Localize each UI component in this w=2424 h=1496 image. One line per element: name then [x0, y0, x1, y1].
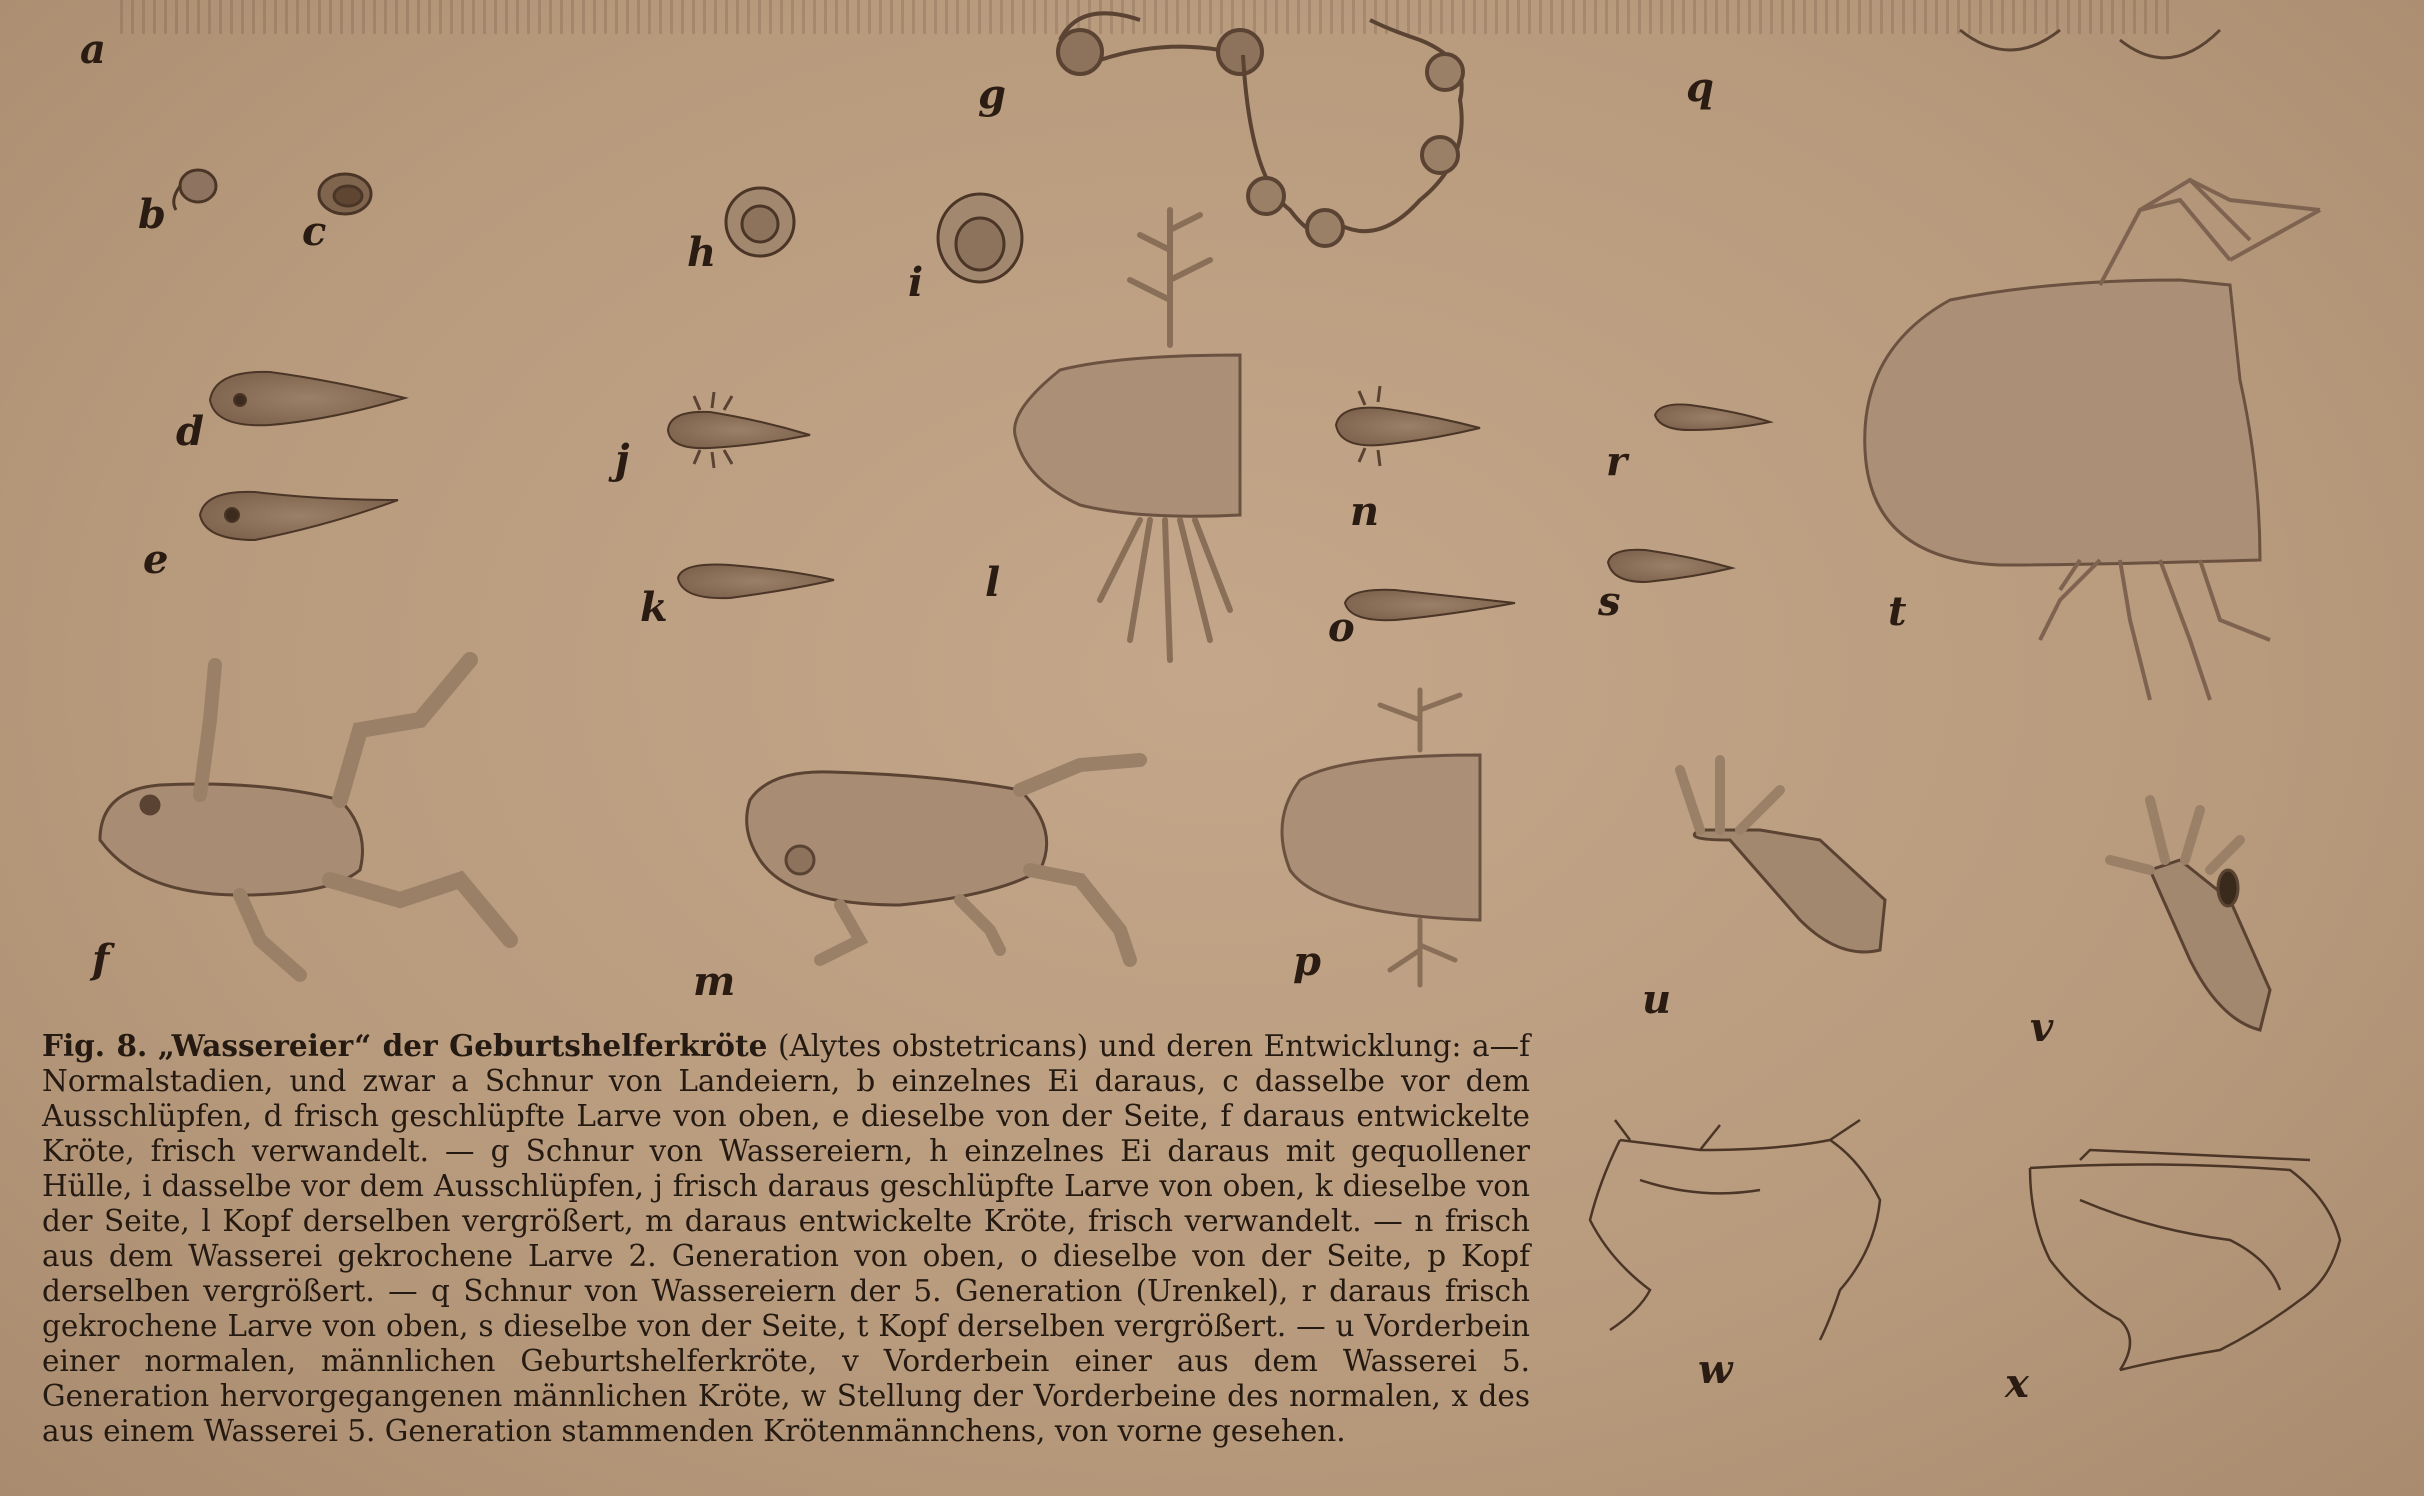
sketch-w [1590, 1120, 1880, 1340]
larva-d [210, 372, 405, 425]
label-g: g [978, 71, 1006, 118]
larva-n [1336, 386, 1480, 466]
egg-h [726, 188, 794, 256]
label-t: t [1888, 588, 1907, 635]
egg-string-g [1243, 20, 1463, 246]
label-a: a [80, 26, 106, 73]
label-o: o [1328, 604, 1355, 651]
larva-e [200, 492, 398, 540]
label-b: b [138, 191, 166, 238]
larva-k [678, 565, 834, 599]
larva-j [668, 392, 810, 468]
label-m: m [693, 958, 736, 1005]
label-e: e [143, 536, 169, 583]
larva-o [1345, 590, 1515, 620]
egg-b [174, 170, 216, 210]
toad-f [100, 660, 510, 975]
label-n: n [1350, 488, 1380, 535]
label-r: r [1606, 438, 1628, 485]
label-f: f [92, 936, 110, 983]
toad-m [747, 760, 1140, 960]
foreleg-u [1680, 760, 1885, 952]
label-i: i [908, 259, 924, 306]
egg-c [319, 174, 371, 214]
label-l: l [985, 559, 1001, 606]
egg-string-a [1058, 13, 1262, 74]
sketch-x [2030, 1150, 2340, 1370]
label-x: x [2005, 1360, 2029, 1407]
label-c: c [302, 208, 327, 255]
caption-title: „Wassereier“ der Geburtshelferkröte [157, 1028, 768, 1063]
label-h: h [687, 229, 717, 276]
label-j: j [615, 436, 630, 483]
caption-fig-number: Fig. 8. [42, 1028, 148, 1063]
egg-string-q [1960, 30, 2220, 58]
label-k: k [640, 584, 668, 631]
foreleg-v [2110, 800, 2270, 1030]
egg-i [938, 194, 1022, 282]
label-s: s [1598, 578, 1621, 625]
label-v: v [2030, 1004, 2054, 1051]
caption-text: (Alytes obstetricans) und deren Entwicklung: a—f Normalstadien, und zwar a Schnur von Landeiern, b einzelnes Ei daraus, c dasselbe vor dem Ausschlüpfen, d frisch geschlüpfte Larve von oben, e dieselbe von der Seite, f daraus entwickelte Kröte, frisch verwandelt. — g Schnur von Wassereiern, h einzelnes Ei daraus mit gequollener Hülle, i dasselbe vor dem Ausschlüpfen, j frisch daraus geschlüpfte Larve von oben, k dieselbe von der Seite, l Kopf derselben vergrößert, m daraus entwickelte Kröte, frisch verwandelt. — n frisch aus dem Wasserei gekrochene Larve 2. Generation von oben, o dieselbe von der Seite, p Kopf derselben vergrößert. — q Schnur von Wassereiern der 5. Generation (Urenkel), r daraus frisch gekrochene Larve von oben, s dieselbe von der Seite, t Kopf derselben vergrößert. — u Vorderbein einer normalen, männlichen Geburtshelferkröte, v Vorderbein einer aus dem Wasserei 5. Generation hervorgegangenen männlichen Kröte, w Stellung der Vorderbeine des normalen, x des aus einem Wasserei 5. Generation stammenden Krötenmännchens, von vorne gesehen. [42, 1029, 1530, 1448]
label-u: u [1642, 976, 1672, 1023]
figure-caption [42, 1028, 1530, 1449]
label-d: d [176, 408, 204, 455]
label-p: p [1293, 938, 1321, 985]
larva-r [1655, 404, 1770, 430]
larva-s [1608, 550, 1732, 582]
label-w: w [1698, 1346, 1733, 1393]
larva-head-t [1865, 180, 2320, 700]
larva-head-l [1015, 210, 1240, 660]
label-q: q [1686, 64, 1714, 111]
